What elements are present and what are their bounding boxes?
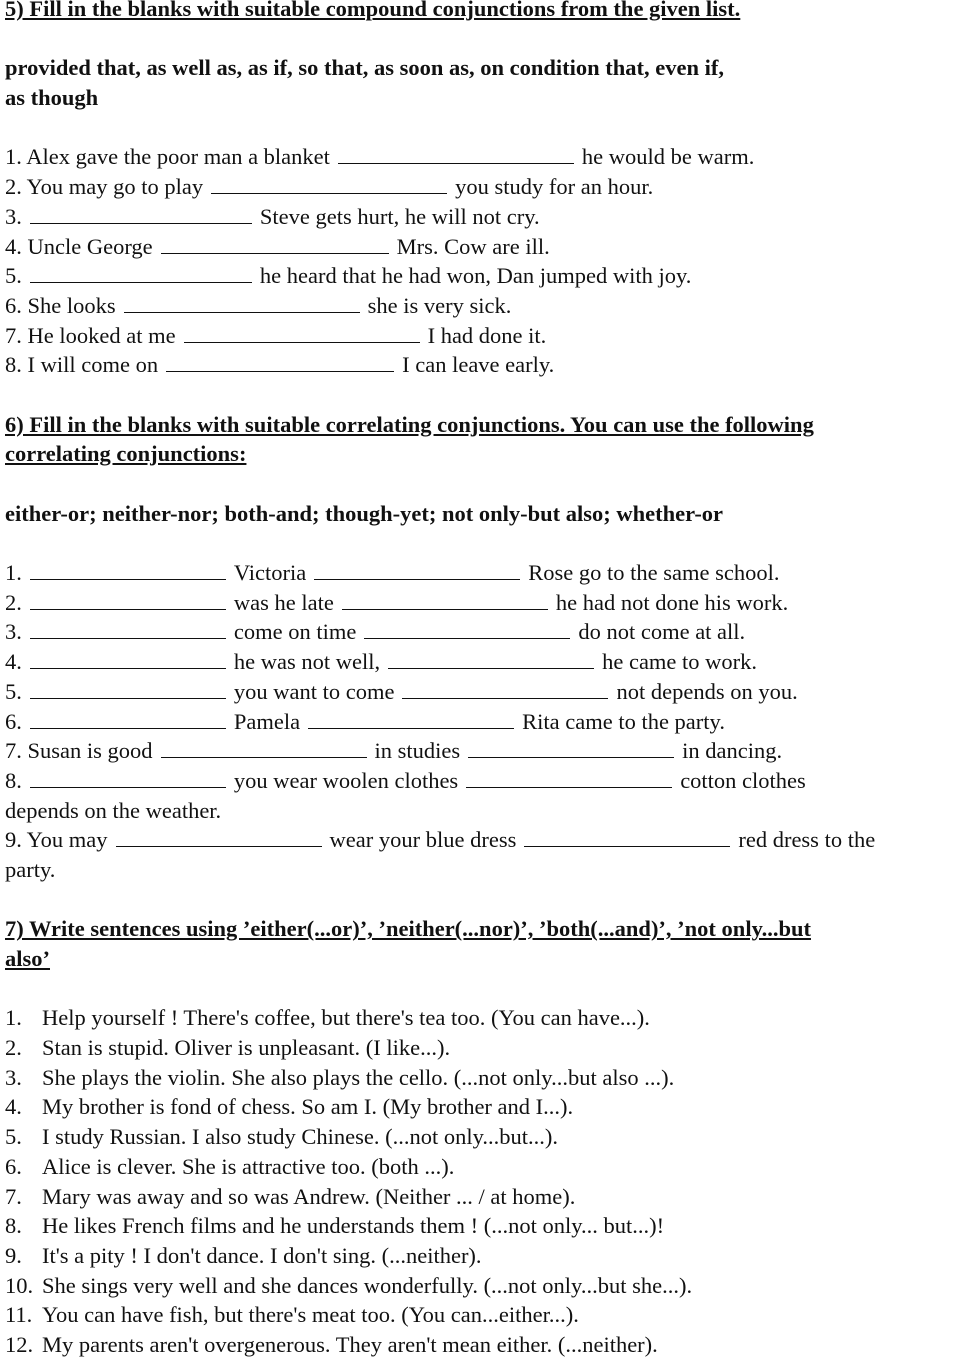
s7-item-5: 5. I study Russian. I also study Chinese. (...not only...but...). — [5, 1124, 559, 1150]
s5-item-4: 4. Uncle George Mrs. Cow are ill. — [5, 233, 550, 259]
answer-blank[interactable] — [388, 648, 594, 669]
answer-blank[interactable] — [166, 351, 394, 372]
answer-blank[interactable] — [124, 292, 360, 313]
answer-blank[interactable] — [308, 708, 514, 729]
answer-blank[interactable] — [468, 737, 674, 758]
s6-item-9: 9. You may wear your blue dress red dress to the — [5, 827, 876, 853]
answer-blank[interactable] — [466, 767, 672, 788]
s7-item-7: 7. Mary was away and so was Andrew. (Neither ... / at home). — [5, 1183, 576, 1209]
s7-item-8: 8. He likes French films and he understands them ! (...not only... but...)! — [5, 1213, 665, 1239]
s5-item-6: 6. She looks she is very sick. — [5, 292, 512, 318]
section7-heading: 7) Write sentences using ’either(...or)’, ’neither(...nor)’, ’both(...and)’, ’not only...but — [5, 916, 811, 942]
answer-blank[interactable] — [116, 826, 322, 847]
section5-list-cont: as though — [5, 85, 99, 111]
answer-blank[interactable] — [338, 143, 574, 164]
s5-item-5: 5. he heard that he had won, Dan jumped with joy. — [5, 263, 692, 289]
s5-item-7: 7. He looked at me I had done it. — [5, 322, 547, 348]
s7-item-10: 10. She sings very well and she dances wonderfully. (...not only...but she...). — [5, 1272, 693, 1298]
s6-item-9-cont: party. — [5, 856, 56, 882]
answer-blank[interactable] — [364, 618, 570, 639]
s6-item-8-cont: depends on the weather. — [5, 797, 222, 823]
answer-blank[interactable] — [30, 262, 252, 283]
answer-blank[interactable] — [30, 618, 226, 639]
s7-item-12: 12. My parents aren't overgenerous. They aren't mean either. (...neither). — [5, 1331, 658, 1357]
answer-blank[interactable] — [402, 678, 608, 699]
answer-blank[interactable] — [30, 203, 252, 224]
s6-item-6: 6. Pamela Rita came to the party. — [5, 708, 725, 734]
s5-item-1: 1. Alex gave the poor man a blanket he would be warm. — [5, 144, 755, 170]
section6-heading: 6) Fill in the blanks with suitable correlating conjunctions. You can use the following — [5, 411, 814, 437]
s7-item-9: 9. It's a pity ! I don't dance. I don't sing. (...neither). — [5, 1242, 482, 1268]
answer-blank[interactable] — [30, 767, 226, 788]
section7-heading-cont: also’ — [5, 946, 50, 971]
s6-item-2: 2. was he late he had not done his work. — [5, 589, 789, 615]
section6-list: either-or; neither-nor; both-and; though-yet; not only-but also; whether-or — [5, 500, 724, 526]
s6-item-5: 5. you want to come not depends on you. — [5, 678, 798, 704]
s5-item-8: 8. I will come on I can leave early. — [5, 352, 555, 378]
s5-item-2: 2. You may go to play you study for an hour. — [5, 174, 654, 200]
s7-item-11: 11. You can have fish, but there's meat too. (You can...either...). — [5, 1302, 579, 1328]
answer-blank[interactable] — [211, 173, 447, 194]
s6-item-7: 7. Susan is good in studies in dancing. — [5, 738, 783, 764]
answer-blank[interactable] — [184, 322, 420, 343]
section5-heading: 5) Fill in the blanks with suitable compound conjunctions from the given list. — [5, 0, 741, 21]
section5-list: provided that, as well as, as if, so that, as soon as, on condition that, even if, — [5, 55, 725, 81]
answer-blank[interactable] — [161, 233, 389, 254]
answer-blank[interactable] — [342, 589, 548, 610]
answer-blank[interactable] — [161, 737, 367, 758]
answer-blank[interactable] — [30, 589, 226, 610]
worksheet-page — [5, 0, 960, 1360]
section6-heading-cont: correlating conjunctions: — [5, 441, 247, 467]
s7-item-1: 1. Help yourself ! There's coffee, but there's tea too. (You can have...). — [5, 1005, 650, 1031]
answer-blank[interactable] — [524, 826, 730, 847]
s7-item-4: 4. My brother is fond of chess. So am I. (My brother and I...). — [5, 1094, 574, 1120]
s6-item-3: 3. come on time do not come at all. — [5, 619, 746, 645]
answer-blank[interactable] — [30, 648, 226, 669]
s6-item-4: 4. he was not well, he came to work. — [5, 649, 758, 675]
s6-item-8: 8. you wear woolen clothes cotton clothes — [5, 767, 806, 793]
s6-item-1: 1. Victoria Rose go to the same school. — [5, 560, 780, 586]
answer-blank[interactable] — [314, 559, 520, 580]
s7-item-2: 2. Stan is stupid. Oliver is unpleasant. (I like...). — [5, 1035, 451, 1061]
s7-item-6: 6. Alice is clever. She is attractive too. (both ...). — [5, 1153, 455, 1179]
s7-item-3: 3. She plays the violin. She also plays the cello. (...not only...but also ...). — [5, 1064, 675, 1090]
answer-blank[interactable] — [30, 559, 226, 580]
answer-blank[interactable] — [30, 678, 226, 699]
answer-blank[interactable] — [30, 708, 226, 729]
s5-item-3: 3. Steve gets hurt, he will not cry. — [5, 203, 540, 229]
